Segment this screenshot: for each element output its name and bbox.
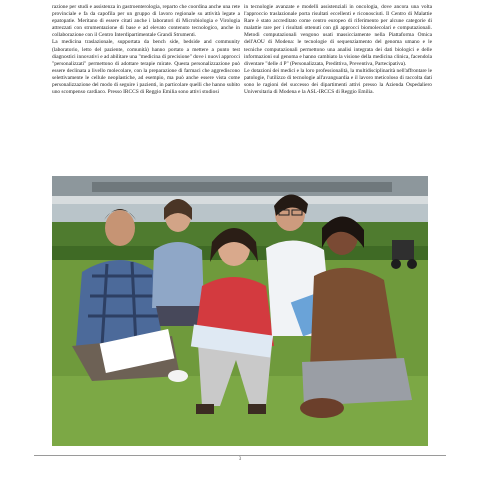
right-paragraph-1: in tecnologie avanzate e modelli assistenziali in oncologia, dove ancora una volta l'approccio traslazionale porta risultati eccellenti e riconosciuti. Il Centro di Malattie Rare è stato accreditato come centro europeo di riferimento per alcune categorie di malattie rare per i risultati ottenuti con gli approcci biomolecolari e computazionali. Metodi computazionali vengono usati massicciamente nella Piattaforma Omica dell'AOU di Modena: le tecnologie di sequenziamento del genoma umano e le tecniche computazionali permettono una analisi integrata dei dati biologici e delle informazioni sul genoma e hanno cambiato la visione della medicina clinica, facendola diventare "delle 4 P" (Personalizzata, Predittiva, Preventiva, Partecipativa). (244, 4, 432, 67)
right-text-column (244, 4, 432, 96)
page-number: 3 (238, 457, 242, 462)
students-photo (52, 176, 428, 446)
students-photo-illustration (52, 176, 428, 446)
right-paragraph-2: Le dotazioni dei medici e la loro professionalità, la multidisciplinarità nell'affrontare le patologie, l'utilizzo di tecnologie all'avanguardia e il lavoro meticoloso di raccolta dati sono le ragioni del successo dei dipartimenti attivi presso la Azienda Ospedaliero Universitaria di Modena e la ASL-IRCCS di Reggio Emilia. (244, 67, 432, 96)
left-text-column (52, 4, 240, 96)
footer-rule (34, 455, 446, 456)
left-paragraph-1: razione per studi e assistenza in gastroenterologia, reparto che coordina anche una rete provinciale e fa da capofila per un gruppo di lavoro regionale su attività legate a epatopatie. Meritano di essere citati anche i laboratori di Microbiologia e Virologia attrezzati con strumentazione di base e ad elevato contenuto tecnologico, anche in collaborazione con il Centro Interdipartimentale Grandi Strumenti. (52, 4, 240, 39)
left-paragraph-2: La medicina traslazionale, supportata da bench side, bedside and community (laboratorio, letto del paziente, comunità) hanno portato a mettere a punto test diagnostici innovativi e ad abilitare una "medicina di precisione" dove i nuovi approcci "personalizzati" permettono di adottare terapie mirate. Questa personalizzazione può essere declinata a livello molecolare, con la preparazione di farmaci che aggrediscono selettivamente le cellule neoplastiche, ad esempio, ma può anche essere vista come personalizzazione del modo di seguire i pazienti, in particolare quelli che hanno subito uno scompenso cardiaco. Presso IRCCS di Reggio Emilia sono attivi studiosi (52, 39, 240, 96)
